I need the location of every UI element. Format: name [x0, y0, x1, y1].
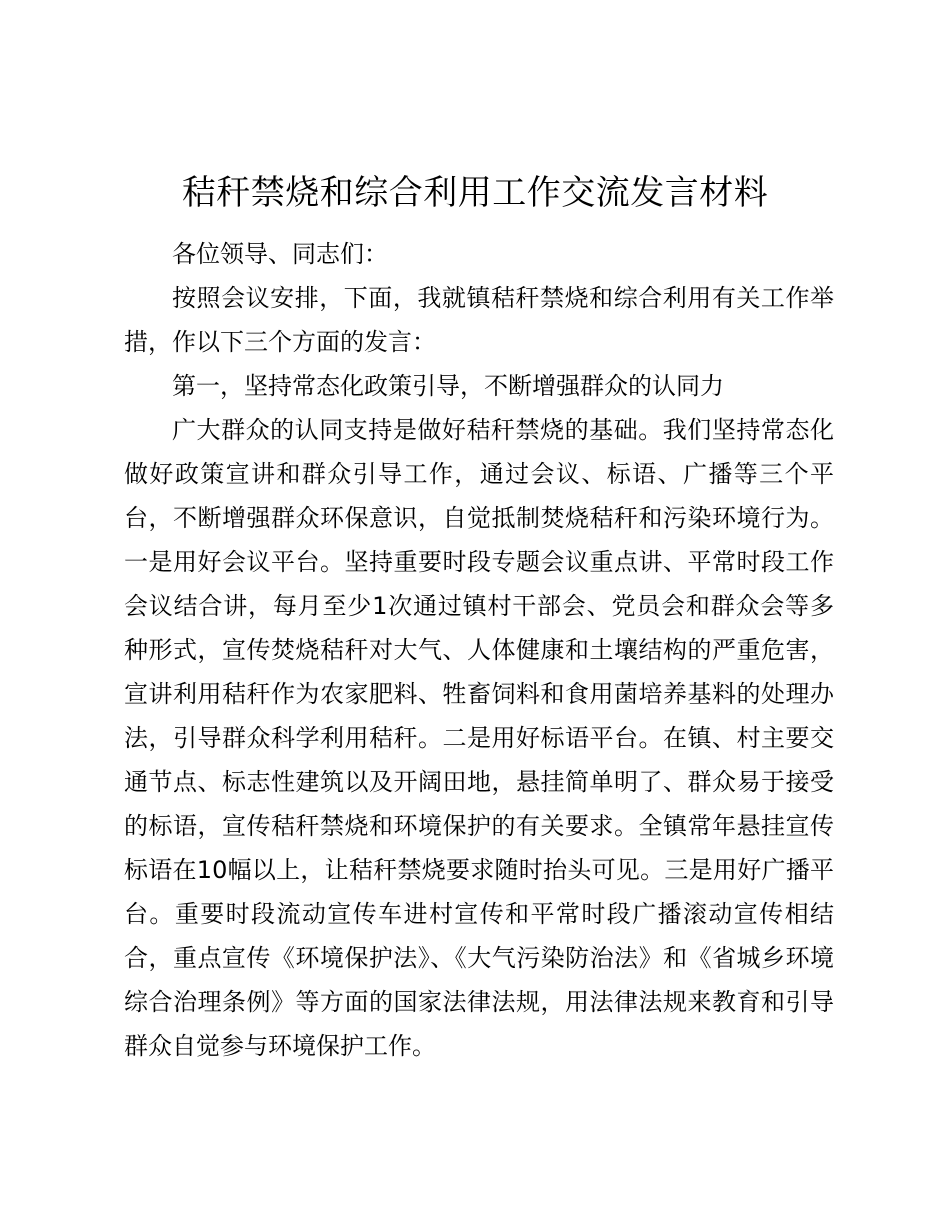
body-paragraph: 广大群众的认同支持是做好秸秆禁烧的基础。我们坚持常态化做好政策宣讲和群众引导工作，通过会议、标语、广播等三个平台，不断增强群众环保意识，自觉抵制焚烧秸秆和污染环境行为。一是用好会议平台。坚持重要时段专题会议重点讲、平常时段工作会议结合讲，每月至少1次通过镇村干部会、党员会和群众会等多种形式，宣传焚烧秸秆对大气、人体健康和土壤结构的严重危害，宣讲利用秸秆作为农家肥料、牲畜饲料和食用菌培养基料的处理办法，引导群众科学利用秸秆。二是用好标语平台。在镇、村主要交通节点、标志性建筑以及开阔田地，悬挂简单明了、群众易于接受的标语，宣传秸秆禁烧和环境保护的有关要求。全镇常年悬挂宣传标语在10幅以上，让秸秆禁烧要求随时抬头可见。三是用好广播平台。重要时段流动宣传车进村宣传和平常时段广播滚动宣传相结合，重点宣传《环境保护法》、《大气污染防治法》和《省城乡环境综合治理条例》等方面的国家法律法规，用法律法规来教育和引导群众自觉参与环境保护工作。	[124, 416, 834, 1060]
intro-paragraph: 按照会议安排，下面，我就镇秸秆禁烧和综合利用有关工作举措，作以下三个方面的发言：	[124, 284, 834, 356]
document-body	[124, 232, 834, 1068]
salutation-paragraph: 各位领导、同志们：	[172, 240, 388, 268]
document-title: 秸秆禁烧和综合利用工作交流发言材料	[181, 173, 769, 213]
section-heading: 第一，坚持常态化政策引导，不断增强群众的认同力	[172, 372, 724, 400]
